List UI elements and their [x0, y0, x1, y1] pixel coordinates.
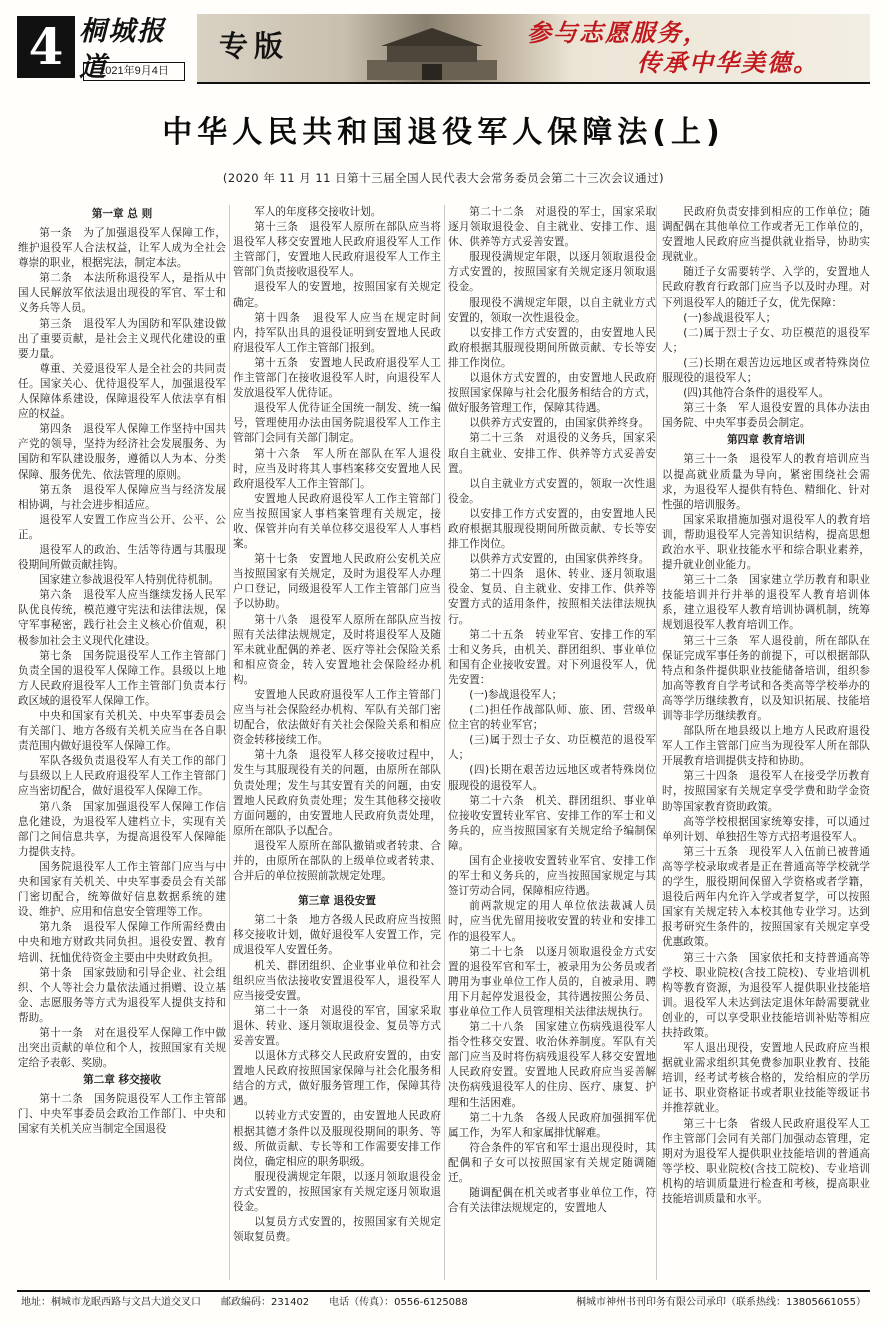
text-column-4 [662, 205, 870, 1285]
article-paragraph: 第三十一条 退役军人的教育培训应当以提高就业质量为导向，紧密围绕社会需求，为退役军人提供有特色、精细化、针对性强的培训服务。 [662, 453, 870, 511]
article-paragraph: (四)长期在艰苦边远地区或者特殊岗位服现役的退役军人。 [448, 764, 656, 792]
article-paragraph: 第二十三条 对退役的义务兵，国家采取自主就业、安排工作、供养等方式妥善安置。 [448, 432, 656, 475]
text-column-2 [233, 205, 441, 1285]
footer-address: 地址：桐城市龙眠西路与文昌大道交叉口 邮政编码：231402 电话（传真）：0556-6125088 [21, 1297, 468, 1308]
article-paragraph: 第一条 为了加强退役军人保障工作，维护退役军人合法权益，让军人成为全社会尊崇的职业，根据宪法，制定本法。 [18, 227, 226, 270]
article-paragraph: 第十九条 退役军人移交接收过程中，发生与其服现役有关的问题，由原所在部队负责处理；发生与其安置有关的问题，由安置地人民政府负责处理；发生其他移交接收方面问题的，由安置地人民政府负责处理，原所在部队予以配合。 [233, 749, 441, 837]
article-subtitle: (2020 年 11 月 11 日第十三届全国人民代表大会常务委员会第二十三次会议通过) [222, 171, 665, 185]
article-paragraph: 前两款规定的用人单位依法裁减人员时，应当优先留用接收安置的转业和安排工作的退役军人。 [448, 900, 656, 943]
article-paragraph: 军队各级负责退役军人有关工作的部门与县级以上人民政府退役军人工作主管部门应当密切配合，做好退役军人保障工作。 [18, 755, 226, 798]
article-paragraph: 部队所在地县级以上地方人民政府退役军人工作主管部门应当为现役军人所在部队开展教育培训提供支持和协助。 [662, 725, 870, 768]
chapter-heading: 第三章 退役安置 [298, 895, 376, 908]
article-paragraph: 以退休方式安置的，由安置地人民政府按照国家保障与社会化服务相结合的方式，做好服务管理工作，保障其待遇。 [448, 372, 656, 415]
article-paragraph: 第二十七条 以逐月领取退役金方式安置的退役军官和军士，被录用为公务员或者聘用为事业单位工作人员的，自被录用、聘用下月起停发退役金，其待遇按照公务员、事业单位工作人员管理相关法律法规执行。 [448, 945, 656, 1018]
article-paragraph: 服现役满规定年限，以逐月领取退役金方式安置的，按照国家有关规定逐月领取退役金。 [233, 1170, 441, 1213]
city-gate-icon [367, 20, 497, 80]
article-paragraph: 退役军人优待证全国统一制发、统一编号，管理使用办法由国务院退役军人工作主管部门会同有关部门制定。 [233, 402, 441, 445]
footer-printer: 桐城市神州书刊印务有限公司承印（联系热线：13805661055） [576, 1297, 866, 1308]
article-paragraph: 第二十四条 退休、转业、逐月领取退役金、复员、自主就业、安排工作、供养等安置方式的适用条件，按照相关法律法规执行。 [448, 568, 656, 626]
article-paragraph: 退役军人安置工作应当公开、公平、公正。 [18, 513, 226, 541]
text-column-1 [18, 205, 226, 1285]
slogan-line-2: 传承中华美德。 [637, 48, 819, 77]
article-paragraph: (二)担任作战部队师、旅、团、营级单位主官的转业军官； [448, 704, 656, 732]
article-paragraph: 安置地人民政府退役军人工作主管部门应当按照国家人事档案管理有关规定，接收、保管并向有关单位移交退役军人人事档案。 [233, 492, 441, 551]
article-paragraph: 第三条 退役军人为国防和军队建设做出了重要贡献，是社会主义现代化建设的重要力量。 [18, 317, 226, 360]
article-paragraph: (一)参战退役军人； [469, 689, 563, 701]
article-paragraph: 第三十条 军人退役安置的具体办法由国务院、中央军事委员会制定。 [662, 402, 870, 430]
chapter-heading: 第四章 教育培训 [727, 434, 805, 447]
text-column-3 [448, 205, 656, 1285]
article-paragraph: 国家采取措施加强对退役军人的教育培训，帮助退役军人完善知识结构，提高思想政治水平、职业技能水平和综合职业素养，提升就业创业能力。 [662, 513, 870, 572]
article-paragraph: 第三十四条 退役军人在接受学历教育时，按照国家有关规定享受学费和助学金资助等国家教育资助政策。 [662, 770, 870, 813]
article-paragraph: 第四条 退役军人保障工作坚持中国共产党的领导，坚持为经济社会发展服务、为国防和军队建设服务，遵循以人为本、分类保障、服务优先、依法管理的原则。 [18, 423, 226, 481]
article-paragraph: 随调配偶在机关或者事业单位工作，符合有关法律法规规定的，安置地人 [448, 1187, 656, 1215]
article-paragraph: 第十六条 军人所在部队在军人退役时，应当及时将其人事档案移交安置地人民政府退役军人工作主管部门。 [233, 447, 441, 490]
article-title: 中华人民共和国退役军人保障法(上) [162, 115, 725, 150]
article-paragraph: 服现役满规定年限，以逐月领取退役金方式安置的，按照国家有关规定逐月领取退役金。 [448, 251, 656, 294]
slogan-line-1: 参与志愿服务， [527, 18, 709, 47]
article-paragraph: 第九条 退役军人保障工作所需经费由中央和地方财政共同负担。退役安置、教育培训、抚恤优待资金主要由中央财政负担。 [18, 921, 226, 964]
article-paragraph: 第二十六条 机关、群团组织、事业单位接收安置转业军官、安排工作的军士和义务兵的，应当按照国家有关规定给予编制保障。 [448, 794, 656, 852]
article-paragraph: 退役军人原所在部队撤销或者转隶、合并的，由原所在部队的上级单位或者转隶、合并后的单位按照前款规定处理。 [233, 839, 441, 883]
article-paragraph: 民政府负责安排到相应的工作单位；随调配偶在其他单位工作或者无工作单位的，安置地人民政府应当提供就业指导，协助实现就业。 [662, 206, 870, 264]
article-paragraph: 中央和国家有关机关、中央军事委员会有关部门、地方各级有关机关应当在各自职责范围内做好退役军人保障工作。 [18, 710, 226, 753]
article-paragraph: 第二十一条 对退役的军官，国家采取退休、转业、逐月领取退役金、复员等方式妥善安置。 [233, 1004, 441, 1047]
article-paragraph: 第十五条 安置地人民政府退役军人工作主管部门在接收退役军人时，向退役军人发放退役军人优待证。 [233, 356, 441, 400]
section-banner [197, 14, 870, 84]
article-paragraph: 以自主就业方式安置的，领取一次性退役金。 [448, 477, 656, 505]
column-divider [656, 205, 657, 1280]
article-paragraph: 第二十二条 对退役的军士，国家采取逐月领取退役金、自主就业、安排工作、退休、供养等方式妥善安置。 [448, 206, 656, 249]
article-paragraph: 第十七条 安置地人民政府公安机关应当按照国家有关规定，及时为退役军人办理户口登记，同级退役军人工作主管部门应当予以协助。 [233, 553, 441, 611]
article-paragraph: 退役军人的政治、生活等待遇与其服现役期间所做贡献挂钩。 [18, 543, 226, 572]
paper-name: 桐城报道 [79, 16, 166, 83]
article-paragraph: (一)参战退役军人； [683, 311, 777, 324]
chapter-heading: 第一章 总 则 [91, 208, 153, 220]
article-paragraph: 以供养方式安置的，由国家供养终身。 [469, 417, 650, 430]
article-paragraph: 第二十八条 国家建立伤病残退役军人指令性移交安置、收治休养制度。军队有关部门应当及时将伤病残退役军人移交安置地人民政府安置。安置地人民政府应当妥善解决伤病残退役军人的住房、医疗、康复、护理和生活困难。 [448, 1021, 656, 1109]
article-paragraph: 第十三条 退役军人原所在部队应当将退役军人移交安置地人民政府退役军人工作主管部门，安置地人民政府退役军人工作主管部门负责接收退役军人。 [233, 221, 441, 279]
article-paragraph: 以复员方式安置的，按照国家有关规定领取复员费。 [233, 1216, 441, 1244]
article-paragraph: 第十二条 国务院退役军人工作主管部门、中央军事委员会政治工作部门、中央和国家有关机关应当制定全国退役 [18, 1093, 226, 1136]
article-paragraph: 机关、群团组织、企业事业单位和社会组织应当依法接收安置退役军人，退役军人应当接受安置。 [233, 959, 441, 1002]
article-paragraph: 以安排工作方式安置的，由安置地人民政府根据其服现役期间所做贡献、专长等安排工作岗位。 [448, 326, 656, 369]
article-paragraph: 以退休方式移交人民政府安置的，由安置地人民政府按照国家保障与社会化服务相结合的方式，做好服务管理工作，保障其待遇。 [233, 1050, 441, 1108]
article-paragraph: 军人的年度移交接收计划。 [254, 206, 382, 218]
article-paragraph: 第五条 退役军人保障应当与经济发展相协调，与社会进步相适应。 [18, 483, 226, 511]
article-paragraph: 第十四条 退役军人应当在规定时间内，持军队出具的退役证明到安置地人民政府退役军人工作主管部门报到。 [233, 311, 441, 354]
article-paragraph: 退役军人的安置地，按照国家有关规定确定。 [233, 281, 441, 309]
article-paragraph: 以转业方式安置的，由安置地人民政府根据其德才条件以及服现役期间的职务、等级、所做贡献、专长等和工作需要安排工作岗位，确定相应的职务职级。 [233, 1110, 441, 1168]
article-paragraph: 第八条 国家加强退役军人保障工作信息化建设，为退役军人建档立卡，实现有关部门之间信息共享，为提高退役军人保障能力提供支持。 [18, 800, 226, 858]
article-paragraph: 第七条 国务院退役军人工作主管部门负责全国的退役军人保障工作。县级以上地方人民政府退役军人工作主管部门负责本行政区域的退役军人保障工作。 [18, 649, 226, 707]
chapter-heading: 第二章 移交接收 [83, 1074, 161, 1087]
article-paragraph: 安置地人民政府退役军人工作主管部门应当与社会保险经办机构、军队有关部门密切配合，依法做好有关社会保险关系和相应资金转移接续工作。 [233, 689, 441, 747]
article-paragraph: 第二十五条 转业军官、安排工作的军士和义务兵，由机关、群团组织、事业单位和国有企业接收安置。对下列退役军人，优先安置： [448, 628, 656, 686]
article-paragraph: (三)属于烈士子女、功臣模范的退役军人； [448, 734, 656, 762]
article-paragraph: 第三十五条 现役军人入伍前已被普通高等学校录取或者是正在普通高等学校就学的学生，服役期间保留入学资格或者学籍，退役后两年内允许入学或者复学，可以按照国家有关规定转入本校其他专业学习。达到报考研究生条件的，按照国家有关规定享受优惠政策。 [662, 845, 870, 949]
article-paragraph: 符合条件的军官和军士退出现役时，其配偶和子女可以按照国家有关规定随调随迁。 [448, 1141, 656, 1184]
article-paragraph: 以供养方式安置的，由国家供养终身。 [469, 553, 650, 566]
article-paragraph: 国家建立参战退役军人特别优待机制。 [39, 574, 220, 587]
article-paragraph: (四)其他符合条件的退役军人。 [683, 387, 830, 400]
article-paragraph: 以安排工作方式安置的，由安置地人民政府根据其服现役期间所做贡献、专长等安排工作岗位。 [448, 507, 656, 551]
article-paragraph: 尊重、关爱退役军人是全社会的共同责任。国家关心、优待退役军人，加强退役军人保障体系建设，保障退役军人依法享有相应的权益。 [18, 362, 226, 421]
section-label: 专版 [219, 29, 290, 63]
article-paragraph: 第三十六条 国家依托和支持普通高等学校、职业院校(含技工院校)、专业培训机构等教育资源，为退役军人提供职业技能培训。退役军人未达到法定退休年龄需要就业创业的，可以享受职业技能培训补贴等相应扶持政策。 [662, 951, 870, 1039]
article-paragraph: 第三十二条 国家建立学历教育和职业技能培训并行并举的退役军人教育培训体系，建立退役军人教育培训协调机制，统筹规划退役军人教育培训工作。 [662, 574, 870, 632]
masthead [17, 14, 870, 84]
article-paragraph: (三)长期在艰苦边远地区或者特殊岗位服现役的退役军人； [662, 356, 870, 385]
article-paragraph: 第三十三条 军人退役前，所在部队在保证完成军事任务的前提下，可以根据部队特点和条件提供职业技能储备培训，组织参加高等教育自学考试和各类高等学校举办的高等学历继续教育，以及知识拓展、技能培训等非学历继续教育。 [662, 634, 870, 722]
article-paragraph: 第十条 国家鼓励和引导企业、社会组织、个人等社会力量依法通过捐赠、设立基金、志愿服务等方式为退役军人提供支持和帮助。 [18, 966, 226, 1024]
column-divider [444, 205, 445, 1280]
issue-date: 2021年9月4日 [83, 62, 185, 81]
article-paragraph: 第十一条 对在退役军人保障工作中做出突出贡献的单位和个人，按照国家有关规定给予表彰、奖励。 [18, 1026, 226, 1070]
article-paragraph: 第二条 本法所称退役军人，是指从中国人民解放军依法退出现役的军官、军士和义务兵等人员。 [18, 272, 226, 315]
article-paragraph: 国务院退役军人工作主管部门应当与中央和国家有关机关、中央军事委员会有关部门密切配合，统筹做好信息数据系统的建设、维护、应用和信息安全管理等工作。 [18, 860, 226, 919]
article-paragraph: 第十八条 退役军人原所在部队应当按照有关法律法规规定，及时将退役军人及随军未就业配偶的养老、医疗等社会保险关系和相应资金，转入安置地社会保险经办机构。 [233, 613, 441, 686]
article-paragraph: (二)属于烈士子女、功臣模范的退役军人； [662, 326, 870, 354]
article-paragraph: 第三十七条 省级人民政府退役军人工作主管部门会同有关部门加强动态管理，定期对为退役军人提供职业技能培训的普通高等学校、职业院校(含技工院校)、专业培训机构的培训质量进行检查和考核，提高职业技能培训质量和水平。 [662, 1117, 870, 1205]
article-paragraph: 第二十九条 各级人民政府加强拥军优属工作，为军人和家属排忧解难。 [448, 1111, 656, 1139]
page-footer [17, 1290, 870, 1312]
page-number: 4 [17, 16, 75, 78]
article-paragraph: 军人退出现役，安置地人民政府应当根据就业需求组织其免费参加职业教育、技能培训，经考试考核合格的，发给相应的学历证书、职业资格证书或者职业技能等级证书并推荐就业。 [662, 1042, 870, 1115]
article-paragraph: 国有企业接收安置转业军官、安排工作的军士和义务兵的，应当按照国家规定与其签订劳动合同，保障相应待遇。 [448, 855, 656, 898]
column-divider [229, 205, 230, 1280]
article-paragraph: 高等学校根据国家统筹安排，可以通过单列计划、单独招生等方式招考退役军人。 [662, 815, 870, 843]
article-paragraph: 第六条 退役军人应当继续发扬人民军队优良传统，模范遵守宪法和法律法规，保守军事秘密，践行社会主义核心价值观，积极参加社会主义现代化建设。 [18, 589, 226, 647]
article-paragraph: 随迁子女需要转学、入学的，安置地人民政府教育行政部门应当予以及时办理。对下列退役军人的随迁子女，优先保障： [662, 266, 870, 309]
article-paragraph: 服现役不满规定年限，以自主就业方式安置的，领取一次性退役金。 [448, 296, 656, 324]
article-paragraph: 第二十条 地方各级人民政府应当按照移交接收计划，做好退役军人安置工作，完成退役军人安置任务。 [233, 914, 441, 957]
